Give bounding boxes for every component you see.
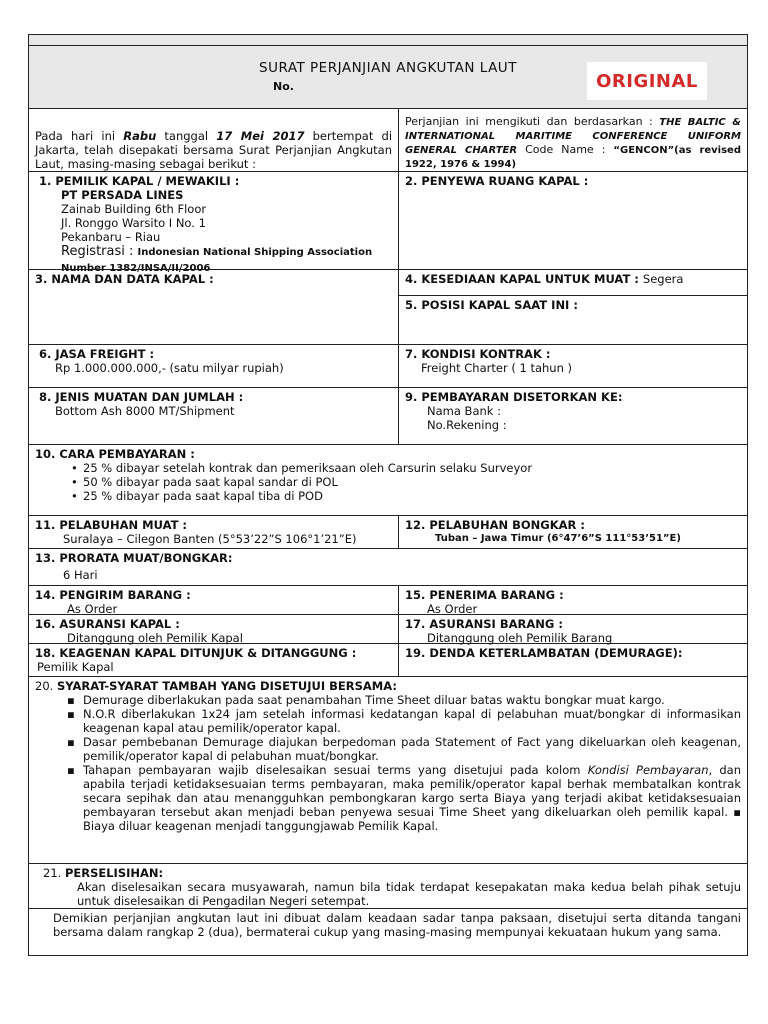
document-header <box>29 46 747 109</box>
section-13-value: 6 Hari <box>63 568 98 582</box>
payment-terms-list <box>35 461 741 503</box>
section-21-value: Akan diselesaikan secara musyawarah, namun bila tidak terdapat kesepakatan maka kedua belah pihak setuju untuk diselesaikan di Pengadilan Negeri setempat. <box>77 880 741 908</box>
registration-value: Indonesian National Shipping Association Number 1382/INSA/II/2006 <box>61 247 373 274</box>
section-20-label: SYARAT-SYARAT TAMBAH YANG DISETUJUI BERSAMA: <box>56 679 397 693</box>
owner-company: PT PERSADA LINES <box>61 188 184 202</box>
list-item <box>83 763 741 833</box>
section-10-payment-method <box>29 445 747 515</box>
section-5-label: 5. POSISI KAPAL SAAT INI : <box>405 298 578 312</box>
section-17-value: Ditanggung oleh Pemilik Barang <box>427 631 613 645</box>
section-4-label: 4. KESEDIAAN KAPAL UNTUK MUAT : <box>405 272 643 286</box>
original-stamp: ORIGINAL <box>587 62 707 100</box>
section-16-value: Ditanggung oleh Pemilik Kapal <box>67 631 243 645</box>
section-8-label: 8. JENIS MUATAN DAN JUMLAH : <box>39 390 244 404</box>
section-6-freight <box>29 345 399 387</box>
intro-right-text: Perjanjian ini mengikuti dan berdasarkan : <box>405 115 660 128</box>
section-9-payment-account <box>399 388 747 444</box>
section-14-shipper <box>29 586 399 614</box>
section-15-consignee <box>399 586 747 614</box>
document-title: SURAT PERJANJIAN ANGKUTAN LAUT <box>259 60 517 76</box>
list-item: ▪ Dasar pembebanan Demurage diajukan berpedoman pada Statement of Fact yang dikeluarkan oleh keagenan, pemilik/operator kapal di pelabuhan muat/bongkar. <box>83 735 741 763</box>
section-11-loading-port <box>29 516 399 548</box>
section-20-additional-terms <box>29 677 747 863</box>
intro-day: Rabu <box>123 129 157 143</box>
intro-text: Pada hari ini <box>35 129 124 143</box>
section-18-label: 18. KEAGENAN KAPAL DITUNJUK & DITANGGUNG : <box>35 646 357 660</box>
top-band <box>29 35 747 46</box>
list-item: ▪ Demurage diberlakukan pada saat penambahan Time Sheet diluar batas waktu bongkar muat kargo. <box>83 693 741 707</box>
section-21-dispute <box>29 864 747 908</box>
section-8-cargo <box>29 388 399 444</box>
registration-label: Registrasi : <box>61 244 138 259</box>
closing-statement: Demikian perjanjian angkutan laut ini dibuat dalam keadaan sadar tanpa paksaan, disetujui serta ditanda tangani bersama dalam rangkap 2 (dua), bermaterai cukup yang masing-masing mempunyai kekuataan hukum yang sama. <box>53 911 741 939</box>
section-4-value: Segera <box>642 272 684 286</box>
section-13-label: 13. PRORATA MUAT/BONGKAR: <box>35 551 233 565</box>
owner-address-3: Pekanbaru – Riau <box>61 230 161 244</box>
section-1-owner <box>29 172 399 274</box>
document-number-label: No. <box>273 80 294 93</box>
section-16-label: 16. ASURANSI KAPAL : <box>35 617 180 631</box>
additional-terms-list <box>35 693 741 833</box>
section-11-label: 11. PELABUHAN MUAT : <box>35 518 188 532</box>
term-text: , dan apabila terjadi ketidaksesuaian terms pembayaran, maka pemilik/operator kapal berhak membatalkan kontrak secara sepihak dan atau menangguhkan pembongkaran kargo serta Biaya yang terjadi akibat ketidaksesuaian pembayaran tersebut akan menjadi beban penyewa sesuai Time Sheet yang dikeluarkan oleh pemilik kapal. ▪ Biaya diluar keagenan menjadi tanggungjawab Pemilik Kapal. <box>83 763 741 833</box>
account-number-label: No.Rekening : <box>427 418 507 432</box>
gencon-text: “GENCON”(as revised 1922, 1976 & 1994) <box>405 145 741 170</box>
section-21-label: PERSELISIHAN: <box>64 866 164 880</box>
section-15-label: 15. PENERIMA BARANG : <box>405 588 564 602</box>
list-item: • 25 % dibayar setelah kontrak dan pemeriksaan oleh Carsurin selaku Surveyor <box>83 461 741 475</box>
section-3-vessel <box>29 270 399 344</box>
section-5-position <box>399 296 747 314</box>
intro-right <box>399 109 747 171</box>
section-17-label: 17. ASURANSI BARANG : <box>405 617 563 631</box>
owner-address-1: Zainab Building 6th Floor <box>61 202 207 216</box>
section-12-label: 12. PELABUHAN BONGKAR : <box>405 518 586 532</box>
section-1-label: 1. PEMILIK KAPAL / MEWAKILI : <box>39 174 240 188</box>
section-18-agency <box>29 644 399 676</box>
section-19-label: 19. DENDA KETERLAMBATAN (DEMURAGE): <box>405 646 683 660</box>
baltic-conference-text: THE BALTIC & INTERNATIONAL MARITIME CONFERENCE UNIFORM GENERAL CHARTER <box>405 117 741 156</box>
list-item: • 25 % dibayar pada saat kapal tiba di POD <box>83 489 741 503</box>
intro-text: tanggal <box>156 129 217 143</box>
section-18-value: Pemilik Kapal <box>37 660 114 674</box>
section-20-number: 20. <box>35 679 57 693</box>
section-11-value: Suralaya – Cilegon Banten (5°53’22”S 106°1’21”E) <box>63 532 357 546</box>
section-3-label: 3. NAMA DAN DATA KAPAL : <box>35 272 214 286</box>
section-4-readiness <box>399 270 747 296</box>
section-14-label: 14. PENGIRIM BARANG : <box>35 588 191 602</box>
section-6-label: 6. JASA FREIGHT : <box>39 347 155 361</box>
section-2-label: 2. PENYEWA RUANG KAPAL : <box>405 174 589 188</box>
term-text: Tahapan pembayaran wajib diselesaikan sesuai terms yang disetujui pada kolom <box>83 763 588 777</box>
section-7-label: 7. KONDISI KONTRAK : <box>405 347 551 361</box>
section-17-cargo-insurance <box>399 615 747 643</box>
list-item: ▪ N.O.R diberlakukan 1x24 jam setelah informasi kedatangan kapal di pelabuhan muat/bongkar di informasikan keagenan kapal atau pemilik/operator kapal. <box>83 707 741 735</box>
section-13-prorata <box>29 549 747 585</box>
section-12-discharge-port <box>399 516 747 548</box>
intro-text: bertempat di Jakarta, telah disepakati bersama Surat Perjanjian Angkutan Laut, masing-masing sebagai berikut : <box>35 129 393 171</box>
section-12-value: Tuban – Jawa Timur (6°47’6”S 111°53’51”E) <box>435 533 681 544</box>
section-16-vessel-insurance <box>29 615 399 643</box>
code-name-label: Code Name : <box>517 143 614 156</box>
section-10-label: 10. CARA PEMBAYARAN : <box>35 447 195 461</box>
section-2-charterer <box>399 172 747 269</box>
term-italic: Kondisi Pembayaran <box>587 763 709 777</box>
section-15-value: As Order <box>427 602 478 616</box>
bank-name-label: Nama Bank : <box>427 404 501 418</box>
section-9-label: 9. PEMBAYARAN DISETORKAN KE: <box>405 390 623 404</box>
owner-address-2: Jl. Ronggo Warsito I No. 1 <box>61 216 206 230</box>
section-14-value: As Order <box>67 602 118 616</box>
section-19-demurrage <box>399 644 747 676</box>
section-7-contract <box>399 345 747 387</box>
section-8-value: Bottom Ash 8000 MT/Shipment <box>55 404 235 418</box>
intro-left <box>29 109 399 171</box>
list-item: • 50 % dibayar pada saat kapal sandar di POL <box>83 475 741 489</box>
intro-date: 17 Mei 2017 <box>216 129 305 143</box>
section-6-value: Rp 1.000.000.000,- (satu milyar rupiah) <box>55 361 284 375</box>
charter-agreement-document <box>28 34 748 956</box>
section-7-value: Freight Charter ( 1 tahun ) <box>421 361 573 375</box>
section-21-number: 21. <box>43 866 65 880</box>
